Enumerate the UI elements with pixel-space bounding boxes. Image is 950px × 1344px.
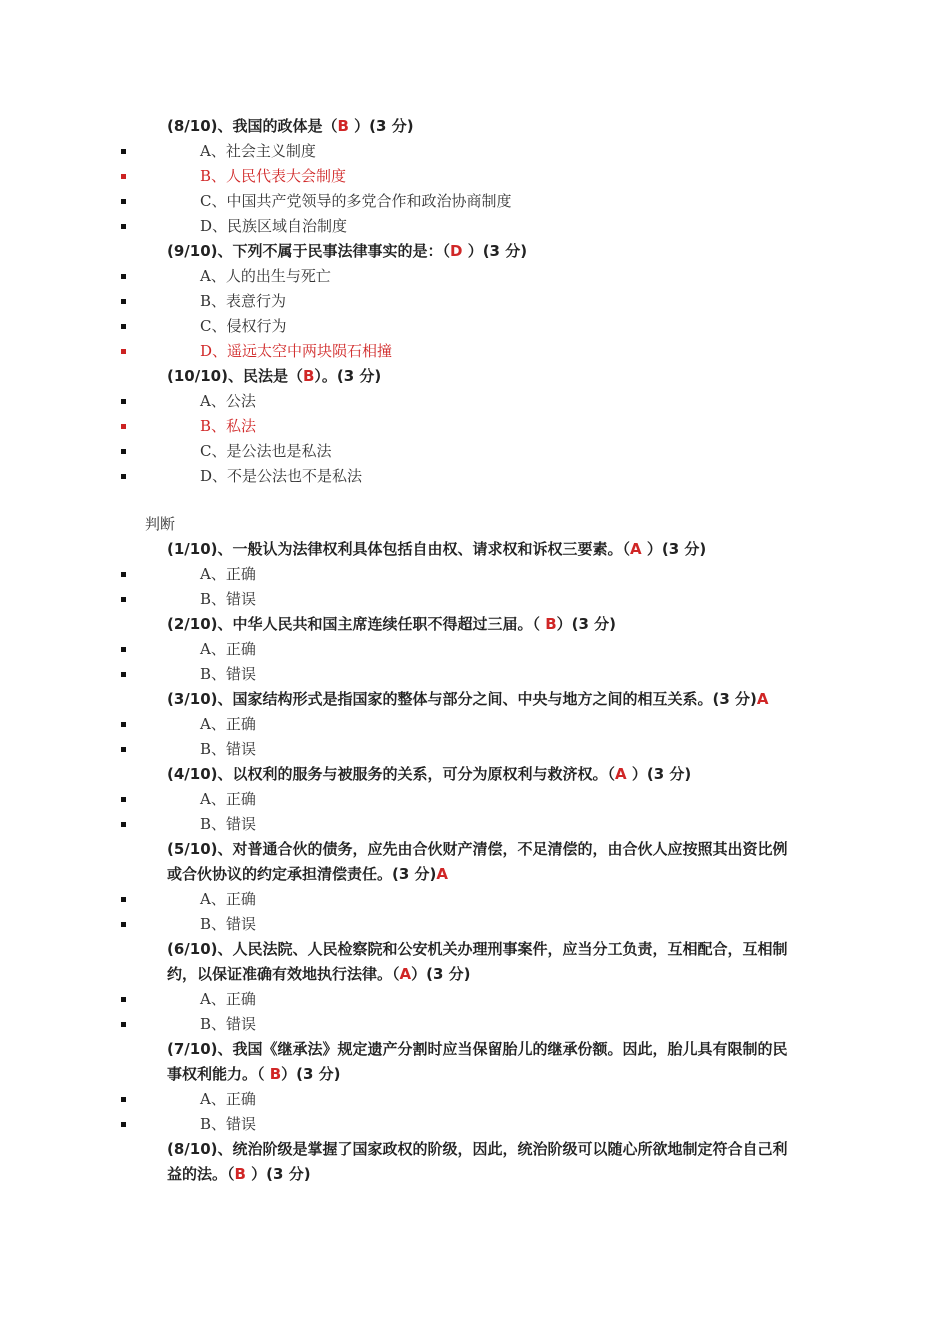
bullet-icon	[121, 922, 126, 927]
question-score: ）(3 分)	[626, 765, 692, 783]
bullet-icon	[121, 324, 126, 329]
option-label: D、不是公法也不是私法	[200, 467, 363, 485]
answer-mark: D	[450, 242, 463, 260]
option-label: A、正确	[200, 640, 256, 658]
question-text: (6/10)、人民法院、人民检察院和公安机关办理刑事案件，应当分工负责，互相配合，互相制约，以保证准确有效地执行法律。（	[167, 940, 788, 983]
answer-mark: A	[399, 965, 412, 983]
option-label: A、正确	[200, 1090, 256, 1108]
question-text: (8/10)、我国的政体是（	[167, 117, 338, 135]
option-label: B、错误	[200, 815, 257, 833]
answer-mark: B	[545, 615, 557, 633]
bullet-icon	[121, 747, 126, 752]
question-score: ）(3 分)	[556, 615, 617, 633]
bullet-icon	[121, 174, 126, 179]
answer-mark: B	[234, 1165, 246, 1183]
bullet-icon	[121, 997, 126, 1002]
bullet-icon	[121, 647, 126, 652]
answer-mark: B	[337, 117, 349, 135]
question-score: ）(3 分)	[281, 1065, 341, 1083]
option-item	[0, 289, 950, 314]
bullet-icon	[121, 822, 126, 827]
option-item	[0, 164, 950, 189]
bullet-icon	[121, 424, 126, 429]
option-label: B、错误	[200, 665, 257, 683]
option-item	[0, 189, 950, 214]
bullet-icon	[121, 672, 126, 677]
option-label: A、公法	[200, 392, 256, 410]
document-body	[0, 114, 950, 1187]
option-item	[0, 314, 950, 339]
option-label: B、错误	[200, 915, 257, 933]
option-label: A、正确	[200, 990, 256, 1008]
judge-question	[167, 537, 797, 562]
option-label: C、是公法也是私法	[200, 442, 332, 460]
judge-question-list	[0, 537, 950, 1187]
option-label: A、社会主义制度	[200, 142, 316, 160]
question-score: ）(3 分)	[245, 1165, 311, 1183]
answer-mark: A	[756, 690, 769, 708]
option-item	[0, 464, 950, 489]
option-label: A、正确	[200, 790, 256, 808]
option-label: B、表意行为	[200, 292, 287, 310]
option-label: A、正确	[200, 715, 256, 733]
judge-question	[167, 937, 797, 987]
option-item	[0, 987, 950, 1012]
option-item	[0, 787, 950, 812]
bullet-icon	[121, 722, 126, 727]
option-item	[0, 439, 950, 464]
option-label: A、人的出生与死亡	[200, 267, 331, 285]
judge-question	[167, 837, 797, 887]
question-text: (10/10)、民法是（	[167, 367, 303, 385]
option-item	[0, 339, 950, 364]
bullet-icon	[121, 474, 126, 479]
judge-question	[167, 1037, 797, 1087]
question-score: ）(3 分)	[462, 242, 528, 260]
question-score: ）(3 分)	[348, 117, 414, 135]
option-label: B、错误	[200, 1015, 257, 1033]
option-label: D、遥远太空中两块陨石相撞	[200, 342, 393, 360]
choice-question	[167, 239, 797, 264]
judge-question	[167, 1137, 797, 1187]
option-item	[0, 912, 950, 937]
question-text: (3/10)、国家结构形式是指国家的整体与部分之间、中央与地方之间的相互关系。(3 分)	[167, 690, 757, 708]
bullet-icon	[121, 572, 126, 577]
question-text: (9/10)、下列不属于民事法律事实的是：（	[167, 242, 451, 260]
option-label: B、私法	[200, 417, 257, 435]
option-label: C、侵权行为	[200, 317, 287, 335]
bullet-icon	[121, 1097, 126, 1102]
option-item	[0, 712, 950, 737]
bullet-icon	[121, 349, 126, 354]
bullet-icon	[121, 199, 126, 204]
option-item	[0, 887, 950, 912]
option-label: B、错误	[200, 590, 257, 608]
option-label: B、错误	[200, 740, 257, 758]
option-label: B、错误	[200, 1115, 257, 1133]
option-item	[0, 662, 950, 687]
bullet-icon	[121, 797, 126, 802]
section-title-judge: 判断	[145, 515, 176, 533]
answer-mark: A	[615, 765, 627, 783]
option-label: B、人民代表大会制度	[200, 167, 347, 185]
option-item	[0, 562, 950, 587]
answer-mark: B	[269, 1065, 282, 1083]
option-item	[0, 812, 950, 837]
option-item	[0, 737, 950, 762]
option-item	[0, 214, 950, 239]
option-label: D、民族区域自治制度	[200, 217, 348, 235]
answer-mark: A	[436, 865, 448, 883]
bullet-icon	[121, 224, 126, 229]
choice-question	[167, 364, 797, 389]
option-item	[0, 1087, 950, 1112]
option-item	[0, 637, 950, 662]
question-score: ）(3 分)	[411, 965, 471, 983]
question-text: (4/10)、以权利的服务与被服务的关系，可分为原权利与救济权。（	[167, 765, 616, 783]
bullet-icon	[121, 399, 126, 404]
option-item	[0, 1012, 950, 1037]
question-text: (5/10)、对普通合伙的债务，应先由合伙财产清偿，不足清偿的，由合伙人应按照其出资比例或合伙协议的约定承担清偿责任。(3 分)	[167, 840, 788, 883]
answer-mark: A	[630, 540, 642, 558]
answer-mark: B	[302, 367, 315, 385]
question-score: ）。(3 分)	[314, 367, 382, 385]
question-text: (8/10)、统治阶级是掌握了国家政权的阶级，因此，统治阶级可以随心所欲地制定符合自己利益的法。（	[167, 1140, 788, 1183]
choice-question	[167, 114, 797, 139]
option-item	[0, 389, 950, 414]
question-text: (2/10)、中华人民共和国主席连续任职不得超过三届。（	[167, 615, 546, 633]
option-item	[0, 587, 950, 612]
option-label: A、正确	[200, 565, 256, 583]
question-score: ）(3 分)	[641, 540, 707, 558]
option-item	[0, 414, 950, 439]
judge-question	[167, 687, 797, 712]
bullet-icon	[121, 1022, 126, 1027]
bullet-icon	[121, 274, 126, 279]
option-item	[0, 1112, 950, 1137]
option-label: A、正确	[200, 890, 256, 908]
option-label: C、中国共产党领导的多党合作和政治协商制度	[200, 192, 512, 210]
question-text: (7/10)、我国《继承法》规定遗产分割时应当保留胎儿的继承份额。因此，胎儿具有限制的民事权利能力。（	[167, 1040, 788, 1083]
option-item	[0, 264, 950, 289]
question-text: (1/10)、一般认为法律权利具体包括自由权、请求权和诉权三要素。（	[167, 540, 631, 558]
bullet-icon	[121, 1122, 126, 1127]
judge-question	[167, 612, 797, 637]
bullet-icon	[121, 597, 126, 602]
bullet-icon	[121, 149, 126, 154]
option-item	[0, 139, 950, 164]
judge-question	[167, 762, 797, 787]
choice-question-list	[0, 114, 950, 489]
bullet-icon	[121, 299, 126, 304]
bullet-icon	[121, 449, 126, 454]
bullet-icon	[121, 897, 126, 902]
